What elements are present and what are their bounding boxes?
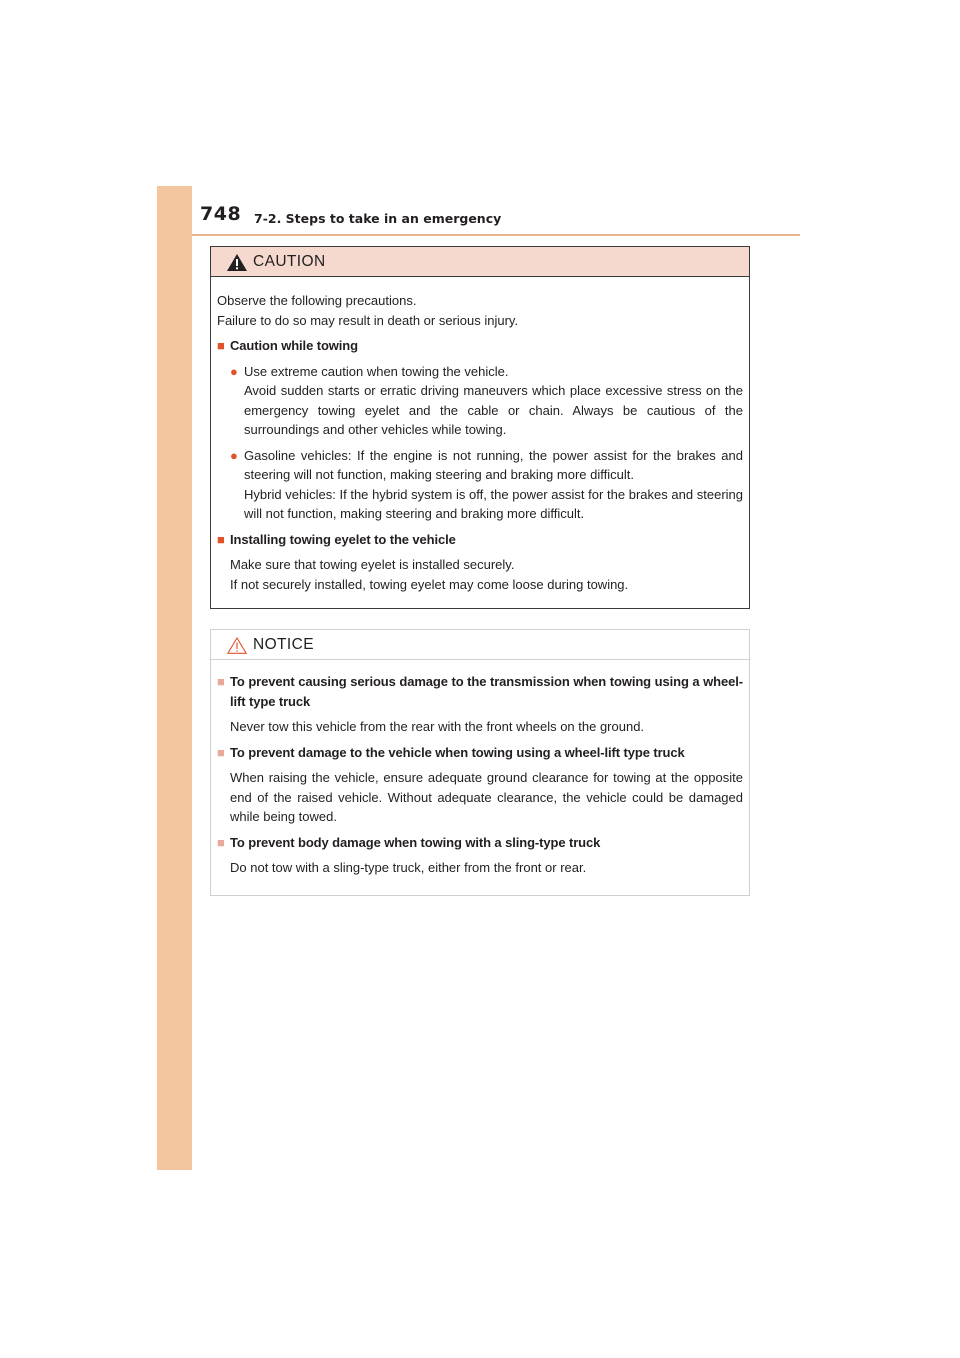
warning-triangle-icon <box>227 254 247 271</box>
caution-bullet2-line2: Hybrid vehicles: If the hybrid system is off, the power assist for the brakes and steering will not function, making steering and braking more difficult. <box>244 486 743 521</box>
notice-header <box>211 630 749 660</box>
section-title: 7-2. Steps to take in an emergency <box>254 211 502 226</box>
caution-header <box>211 247 749 277</box>
chapter-side-tab <box>157 186 192 1170</box>
notice-section2-text: When raising the vehicle, ensure adequate ground clearance for towing at the opposite end of the raised vehicle. Without adequate clearance, the vehicle could be damaged while being towed. <box>230 770 743 824</box>
caution-bullet1 <box>217 362 743 440</box>
notice-section3-heading <box>217 833 743 853</box>
square-bullet-icon: ■ <box>217 531 225 547</box>
caution-section2-heading-text: Installing towing eyelet to the vehicle <box>230 531 456 547</box>
notice-body <box>211 660 749 878</box>
caution-bullet1-line1: Use extreme caution when towing the vehicle. <box>244 363 509 379</box>
notice-section2-heading-text: To prevent damage to the vehicle when towing using a wheel-lift type truck <box>230 744 685 760</box>
caution-bullet1-line2: Avoid sudden starts or erratic driving maneuvers which place excessive stress on the emergency towing eyelet and the cable or chain. Always be cautious of the surroundings and other vehicles while towing. <box>244 383 743 437</box>
page-header <box>192 200 800 236</box>
caution-box <box>210 246 750 609</box>
caution-bullet2-line1: Gasoline vehicles: If the engine is not running, the power assist for the brakes and steering will not function, making steering and braking more difficult. <box>244 447 743 482</box>
square-bullet-icon: ■ <box>217 834 225 850</box>
notice-section1-heading-text: To prevent causing serious damage to the transmission when towing using a wheel-lift type truck <box>230 674 743 709</box>
notice-section2-heading <box>217 743 743 763</box>
caution-intro-line2: Failure to do so may result in death or serious injury. <box>217 312 519 328</box>
square-bullet-icon: ■ <box>217 744 225 760</box>
caution-body <box>211 277 749 594</box>
notice-title: NOTICE <box>253 636 314 653</box>
page-number: 748 <box>200 203 242 225</box>
caution-intro-line1: Observe the following precautions. <box>217 293 417 308</box>
caution-section1-heading <box>217 336 743 356</box>
notice-section3-heading-text: To prevent body damage when towing with a sling-type truck <box>230 834 601 850</box>
caution-section2-line1: Make sure that towing eyelet is installed securely. <box>230 557 515 572</box>
caution-section2-heading <box>217 530 743 550</box>
caution-section2-line2: If not securely installed, towing eyelet may come loose during towing. <box>230 576 629 592</box>
warning-triangle-outline-icon <box>227 637 247 654</box>
notice-section3-text: Do not tow with a sling-type truck, either from the front or rear. <box>230 860 587 875</box>
square-bullet-icon: ■ <box>217 674 225 689</box>
caution-section1-heading-text: Caution while towing <box>230 338 358 353</box>
round-bullet-icon: ● <box>230 447 238 463</box>
square-bullet-icon: ■ <box>217 338 225 353</box>
caution-title: CAUTION <box>253 253 326 270</box>
caution-bullet2 <box>217 446 743 524</box>
notice-box <box>210 629 750 896</box>
round-bullet-icon: ● <box>230 363 238 379</box>
notice-section1-text: Never tow this vehicle from the rear with the front wheels on the ground. <box>230 719 645 734</box>
notice-section1-heading <box>217 672 743 711</box>
